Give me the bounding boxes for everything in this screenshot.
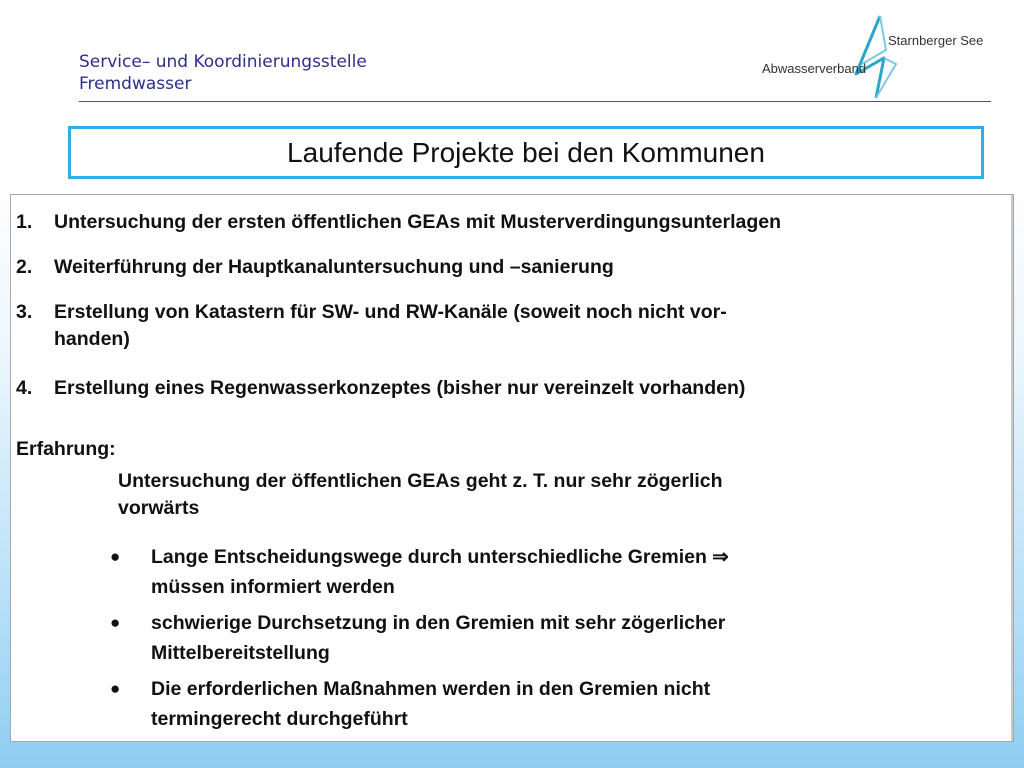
project-text: Erstellung von Katastern für SW- und RW-Kanäle (soweit noch nicht vor- bbox=[54, 301, 727, 323]
project-text: Erstellung eines Regenwasserkonzeptes (bisher nur vereinzelt vorhanden) bbox=[54, 377, 746, 399]
bullet-text: Die erforderlichen Maßnahmen werden in den Gremien nicht bbox=[151, 678, 711, 700]
project-number: 3. bbox=[16, 301, 33, 323]
project-number: 4. bbox=[16, 377, 33, 399]
experience-text-line2: vorwärts bbox=[118, 497, 200, 519]
logo-lightning-icon bbox=[850, 14, 906, 100]
project-text-continued: handen) bbox=[54, 328, 130, 350]
slide-title: Laufende Projekte bei den Kommunen bbox=[287, 136, 765, 168]
bullet-text-continued: Mittelbereitstellung bbox=[151, 642, 330, 664]
bullet-text: schwierige Durchsetzung in den Gremien mit sehr zögerlicher bbox=[151, 612, 726, 634]
bullet-text: Lange Entscheidungswege durch unterschiedliche Gremien ⇒ bbox=[151, 546, 729, 568]
logo-text-abwasserverband: Abwasserverband bbox=[762, 61, 867, 76]
content-panel bbox=[10, 194, 1014, 742]
bullet-text-continued: termingerecht durchgeführt bbox=[151, 708, 408, 730]
org-title-line1: Service– und Koordinierungsstelle bbox=[79, 52, 367, 72]
logo-text-starnberger-see: Starnberger See bbox=[888, 33, 984, 48]
slide-title-box bbox=[68, 126, 984, 179]
experience-text bbox=[118, 468, 723, 522]
bullet-text-continued: müssen informiert werden bbox=[151, 576, 395, 598]
experience-label: Erfahrung: bbox=[16, 438, 116, 460]
project-text: Untersuchung der ersten öffentlichen GEAs mit Musterverdingungsunterlagen bbox=[54, 211, 782, 233]
bullet-dot-icon: ● bbox=[110, 679, 121, 698]
org-title-line2: Fremdwasser bbox=[79, 74, 192, 94]
bullet-dot-icon: ● bbox=[110, 547, 121, 566]
experience-text-line1: Untersuchung der öffentlichen GEAs geht z. T. nur sehr zögerlich bbox=[118, 470, 723, 492]
project-number: 2. bbox=[16, 256, 33, 278]
org-title bbox=[79, 51, 367, 95]
header-divider bbox=[79, 101, 991, 102]
bullet-dot-icon: ● bbox=[110, 613, 121, 632]
project-number: 1. bbox=[16, 211, 33, 233]
project-text: Weiterführung der Hauptkanaluntersuchung und –sanierung bbox=[54, 256, 614, 278]
